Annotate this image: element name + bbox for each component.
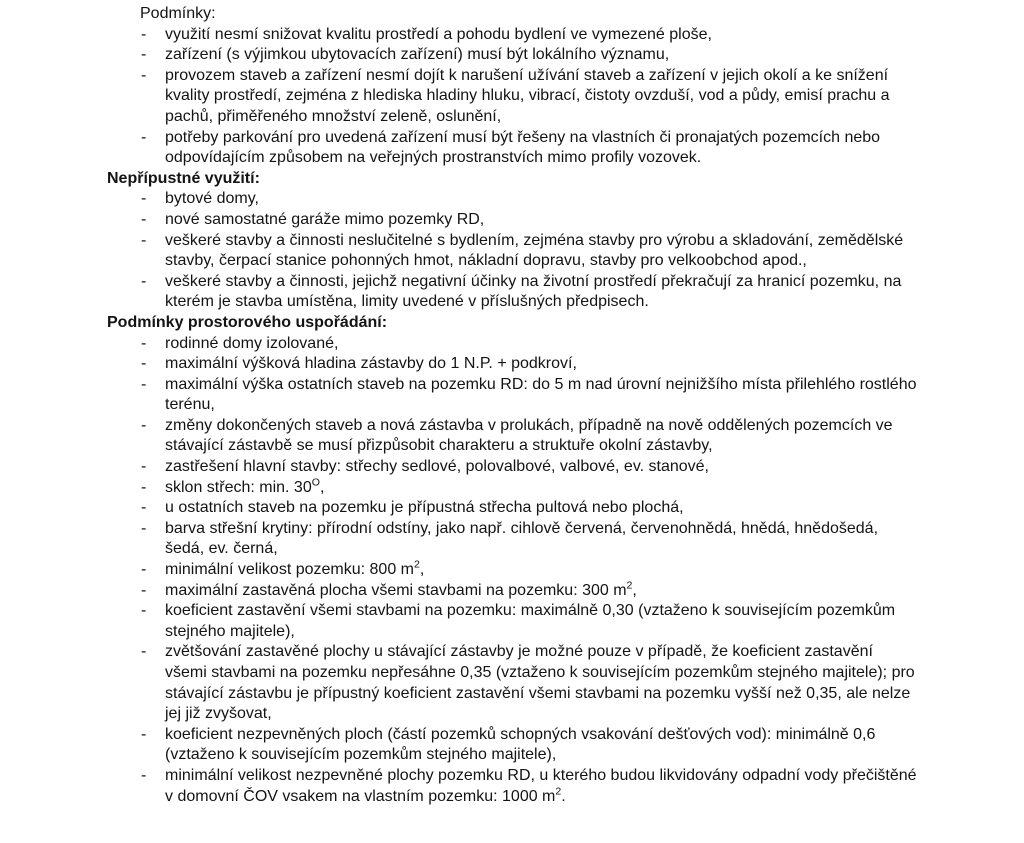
superscript-text: 2	[626, 579, 633, 592]
section-heading: Podmínky:	[140, 5, 216, 22]
list-item-text: minimální velikost pozemku: 800 $m^2$,	[165, 558, 425, 579]
bullet-dash: -	[141, 561, 147, 579]
list-item	[0, 45, 1024, 66]
list-item-text: veškeré stavby a činnosti, jejichž negativní účinky na životní prostředí překračují za hranicí pozemku, na kterém je stavba umístěna, limity uvedené v příslušných předpisech.	[165, 272, 902, 311]
bullet-dash: -	[141, 581, 147, 599]
bullet-dash: -	[141, 355, 147, 373]
list-item-text: maximální výšková hladina zástavby do 1 N.P. + podkroví,	[165, 355, 577, 373]
list-item	[0, 334, 1024, 355]
superscript-text: 2	[555, 785, 562, 798]
list-item	[0, 766, 1024, 807]
superscript-text: 2	[413, 558, 420, 571]
bullet-dash: -	[141, 210, 147, 228]
list-item-text: koeficient zastavění všemi stavbami na pozemku: maximálně 0,30 (vztaženo k souvisejícím pozemkům stejného majitele),	[165, 602, 896, 640]
bullet-dash: -	[141, 519, 147, 537]
list-item-text: koeficient nezpevněných ploch (částí pozemků schopných vsakování dešťových vod): minimálně 0,6 (vztaženo k souvisejícím pozemkům stejného majitele),	[165, 725, 876, 764]
section-heading: Podmínky prostorového uspořádání:	[107, 313, 388, 331]
list-item	[0, 272, 1024, 313]
bullet-dash: -	[141, 766, 147, 784]
list-item-text: provozem staveb a zařízení nesmí dojít k narušení užívání staveb a zařízení v jejich okolí a ke snížení kvality prostředí, zejména z hlediska hladiny hluku, vibrací, čistoty ovzduší, vod a půdy, emisí prachu a pachů, přiměřeného množství zeleně, oslunění,	[165, 66, 890, 125]
list-item-text: zvětšování zastavěné plochy u stávající zástavby je možné pouze v případě, že koeficient zastavění všemi stavbami na pozemku nepřesáhne 0,35 (vztaženo k souvisejícím pozemkům stejného majitele); pro stávající zástavbu je přípustný koeficient zastavění všemi stavbami na pozemku vyšší než 0,35, ale nelze jej již zvyšovat,	[165, 643, 915, 723]
bullet-dash: -	[141, 375, 147, 393]
bullet-dash: -	[141, 66, 147, 84]
list-item-text: rodinné domy izolované,	[165, 334, 339, 352]
list-item	[0, 581, 1024, 602]
list-item-text: bytové domy,	[165, 190, 259, 208]
bullet-dash: -	[141, 334, 147, 352]
list-item-text: zastřešení hlavní stavby: střechy sedlové, polovalbové, valbové, ev. stanové,	[165, 458, 709, 476]
list-item-text: nové samostatné garáže mimo pozemky RD,	[165, 210, 485, 228]
list-item	[0, 25, 1024, 46]
bullet-dash: -	[141, 25, 147, 43]
list-item-text: veškeré stavby a činnosti neslučitelné s bydlením, zejména stavby pro výrobu a skladování, zemědělské stavby, čerpací stanice pohonných hmot, nákladní dopravu, stavby pro velkoobchod apod.,	[165, 231, 904, 270]
bullet-dash: -	[141, 190, 147, 208]
list-item-text: u ostatních staveb na pozemku je přípustná střecha pultová nebo plochá,	[165, 499, 684, 517]
superscript-text: O	[311, 476, 320, 489]
bullet-dash: -	[141, 128, 147, 146]
list-item-text: minimální velikost nezpevněné plochy pozemku RD, u kterého budou likvidovány odpadní vody přečištěné v domovní ČOV vsakem na vlastním pozemku: 1000 $m^2$.	[165, 766, 917, 805]
list-item	[0, 375, 1024, 416]
section-heading: Nepřípustné využití:	[107, 169, 260, 187]
list-item	[0, 457, 1024, 478]
list-item-text: maximální zastavěná plocha všemi stavbami na pozemku: 300 $m^2$,	[165, 579, 637, 599]
bullet-dash: -	[141, 458, 147, 476]
bullet-dash: -	[141, 46, 147, 64]
list-item	[0, 416, 1024, 457]
bullet-dash: -	[141, 602, 147, 620]
list-item	[0, 560, 1024, 581]
list-item-text: zařízení (s výjimkou ubytovacích zařízení) musí být lokálního významu,	[165, 46, 670, 64]
list-item	[0, 210, 1024, 231]
bullet-dash: -	[141, 478, 147, 496]
bullet-dash: -	[141, 499, 147, 517]
bullet-dash: -	[141, 643, 147, 661]
bullet-dash: -	[141, 231, 147, 249]
list-item	[0, 189, 1024, 210]
list-item	[0, 519, 1024, 560]
list-item	[0, 128, 1024, 169]
list-item	[0, 66, 1024, 128]
list-item	[0, 642, 1024, 724]
list-item-text: potřeby parkování pro uvedená zařízení musí být řešeny na vlastních či pronajatých pozemcích nebo odpovídajícím způsobem na veřejných prostranstvích mimo profily vozovek.	[165, 128, 881, 167]
bullet-dash: -	[141, 725, 147, 743]
list-item	[0, 498, 1024, 519]
bullet-dash: -	[141, 416, 147, 434]
list-item	[0, 601, 1024, 642]
list-item	[0, 354, 1024, 375]
bullet-dash: -	[141, 272, 147, 290]
list-item	[0, 725, 1024, 766]
list-item-text: změny dokončených staveb a nová zástavba v prolukách, případně na nově oddělených pozemcích ve stávající zástavbě se musí přizpůsobit charakteru a struktuře okolní zástavby,	[165, 416, 893, 455]
list-item	[0, 478, 1024, 499]
list-item-text: sklon střech: min. $30^O$,	[165, 476, 325, 496]
list-item-text: maximální výška ostatních staveb na pozemku RD: do 5 m nad úrovní nejnižšího místa přilehlého rostlého terénu,	[165, 375, 917, 414]
list-item-text: barva střešní krytiny: přírodní odstíny, jako např. cihlově červená, červenohnědá, hnědá, hnědošedá, šedá, ev. černá,	[165, 519, 879, 558]
list-item-text: využití nesmí snižovat kvalitu prostředí a pohodu bydlení ve vymezené ploše,	[165, 25, 712, 43]
list-item	[0, 231, 1024, 272]
